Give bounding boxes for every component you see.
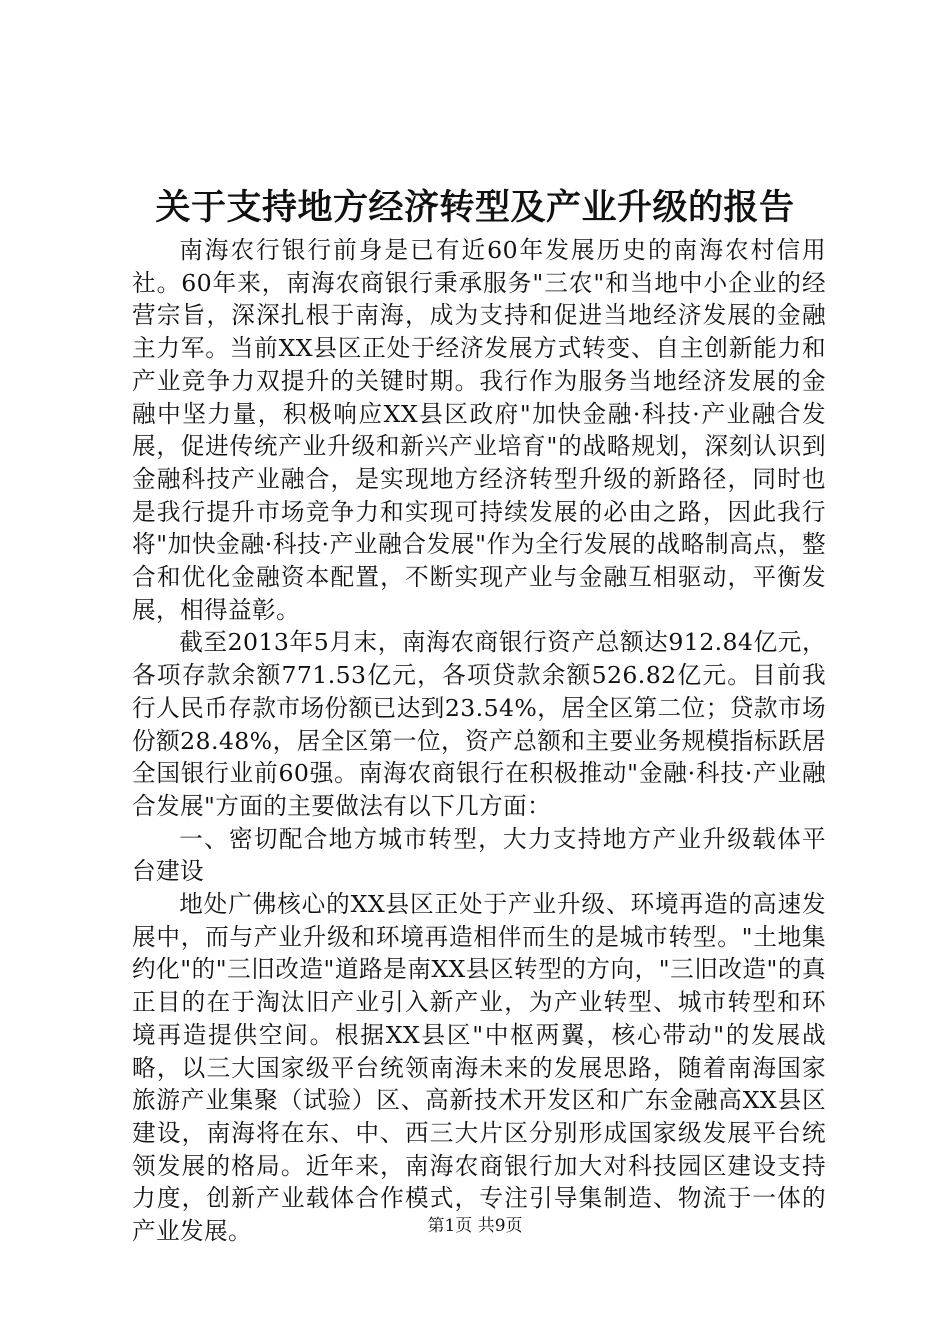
paragraph-1: 南海农行银行前身是已有近60年发展历史的南海农村信用社。60年来，南海农商银行秉承服务"三农"和当地中小企业的经营宗旨，深深扎根于南海，成为支持和促进当地经济发展的金融主力军。当前XX县区正处于经济发展方式转变、自主创新能力和产业竞争力双提升的关键时期。我行作为服务当地经济发展的金融中坚力量，积极响应XX县区政府"加快金融·科技·产业融合发展，促进传统产业升级和新兴产业培育"的战略规划，深刻认识到金融科技产业融合，是实现地方经济转型升级的新路径，同时也是我行提升市场竞争力和实现可持续发展的必由之路，因此我行将"加快金融·科技·产业融合发展"作为全行发展的战略制高点，整合和优化金融资本配置，不断实现产业与金融互相驱动，平衡发展，相得益彰。 — [132, 236, 826, 624]
document-body — [132, 234, 826, 1248]
section-heading-1: 一、密切配合地方城市转型，大力支持地方产业升级载体平台建设 — [132, 824, 826, 886]
paragraph-3: 地处广佛核心的XX县区正处于产业升级、环境再造的高速发展中，而与产业升级和环境再造相伴而生的是城市转型。"土地集约化"的"三旧改造"道路是南XX县区转型的方向，"三旧改造"的真正目的在于淘汰旧产业引入新产业，为产业转型、城市转型和环境再造提供空间。根据XX县区"中枢两翼，核心带动"的发展战略，以三大国家级平台统领南海未来的发展思路，随着南海国家旅游产业集聚（试验）区、高新技术开发区和广东金融高XX县区建设，南海将在东、中、西三大片区分别形成国家级发展平台统领发展的格局。近年来，南海农商银行加大对科技园区建设支持力度，创新产业载体合作模式，专注引导集制造、物流于一体的产业发展。 — [132, 890, 826, 1246]
document-title: 关于支持地方经济转型及产业升级的报告 — [155, 187, 795, 228]
page-number-footer: 第1页 共9页 — [427, 1216, 523, 1236]
paragraph-2: 截至2013年5月末，南海农商银行资产总额达912.84亿元，各项存款余额771.53亿元，各项贷款余额526.82亿元。目前我行人民币存款市场份额已达到23.54%，居全区第二位；贷款市场份额28.48%，居全区第一位，资产总额和主要业务规模指标跃居全国银行业前60强。南海农商银行在积极推动"金融·科技·产业融合发展"方面的主要做法有以下几方面： — [132, 628, 826, 820]
